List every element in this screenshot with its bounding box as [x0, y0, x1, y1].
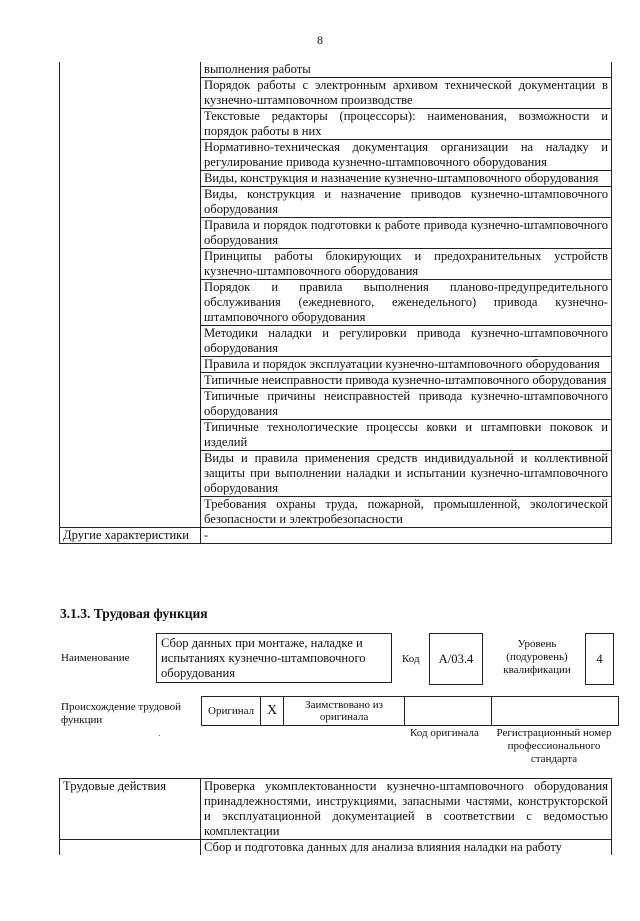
requirement-row	[60, 78, 612, 109]
function-code-value: А/03.4	[429, 633, 483, 685]
requirement-text: Правила и порядок подготовки к работе привода кузнечно-штамповочного оборудования	[201, 218, 612, 249]
function-origin-label: Происхождение трудовой функции	[61, 701, 182, 726]
labor-action-row	[60, 840, 612, 856]
requirement-text: Виды, конструкция и назначение приводов кузнечно-штамповочного оборудования	[201, 187, 612, 218]
requirement-row	[60, 326, 612, 357]
qualification-level-label: Уровень (подуровень) квалификации	[503, 638, 571, 676]
requirement-text: Порядок и правила выполнения планово-предупредительного обслуживания (ежедневного, еженедельного) привода кузнечно-штамповочного оборудования	[201, 280, 612, 326]
requirement-row	[60, 109, 612, 140]
requirement-row	[60, 171, 612, 187]
knowledge-requirements-table	[59, 62, 612, 544]
original-mark: X	[261, 697, 284, 726]
requirement-row	[60, 497, 612, 528]
requirement-text: Требования охраны труда, пожарной, промышленной, экологической безопасности и электробезопасности	[201, 497, 612, 528]
code-original-cell	[405, 697, 492, 726]
other-characteristics-label: Другие характеристики	[60, 528, 201, 544]
requirement-text: Принципы работы блокирующих и предохранительных устройств кузнечно-штамповочного оборудования	[201, 249, 612, 280]
reg-number-cell	[492, 697, 619, 726]
requirement-text: Порядок работы с электронным архивом технической документации в кузнечно-штамповочном производстве	[201, 78, 612, 109]
requirement-row	[60, 140, 612, 171]
requirement-text: Типичные неисправности привода кузнечно-штамповочного оборудования	[201, 373, 612, 389]
requirement-text: Виды и правила применения средств индивидуальной и коллективной защиты при выполнении наладки и испытании кузнечно-штамповочного оборудования	[201, 451, 612, 497]
requirement-row	[60, 389, 612, 420]
borrowed-label: Заимствовано из оригинала	[284, 697, 405, 726]
labor-actions-label: Трудовые действия	[60, 779, 201, 840]
requirement-row	[60, 420, 612, 451]
labor-actions-table	[59, 778, 612, 855]
other-characteristics-value: -	[201, 528, 612, 544]
requirement-text: Нормативно-техническая документация организации на наладку и регулирование привода кузнечно-штамповочного оборудования	[201, 140, 612, 171]
original-label: Оригинал	[202, 697, 261, 726]
reg-number-label: Регистрационный номер профессионального стандарта	[496, 727, 612, 765]
requirement-text: Виды, конструкция и назначение кузнечно-штамповочного оборудования	[201, 171, 612, 187]
requirement-text: Типичные причины неисправностей привода кузнечно-штамповочного оборудования	[201, 389, 612, 420]
function-origin-table	[201, 696, 619, 726]
code-original-label: Код оригинала	[410, 727, 479, 739]
other-characteristics-row	[60, 528, 612, 544]
labor-action-row	[60, 779, 612, 840]
requirement-row	[60, 218, 612, 249]
requirement-row	[60, 280, 612, 326]
function-name-value: Сбор данных при монтаже, наладке и испытаниях кузнечно-штамповочного оборудования	[156, 633, 392, 683]
requirement-text: Типичные технологические процессы ковки и штамповки поковок и изделий	[201, 420, 612, 451]
section-heading: 3.1.3. Трудовая функция	[60, 606, 208, 621]
requirement-row	[60, 451, 612, 497]
function-code-label: Код	[402, 653, 420, 665]
labor-action-text: Проверка укомплектованности кузнечно-штамповочного оборудования принадлежностями, инструкциями, запасными частями, конструкторской и эксплуатационной документацией в соответствии с ведомостью комплектации	[201, 779, 612, 840]
requirement-row	[60, 357, 612, 373]
labor-action-text: Сбор и подготовка данных для анализа влияния наладки на работу	[201, 840, 612, 856]
requirement-row	[60, 187, 612, 218]
function-name-label: Наименование	[61, 652, 130, 664]
requirement-text: Правила и порядок эксплуатации кузнечно-штамповочного оборудования	[201, 357, 612, 373]
requirement-text: выполнения работы	[201, 62, 612, 78]
requirement-text: Методики наладки и регулировки привода кузнечно-штамповочного оборудования	[201, 326, 612, 357]
requirement-text: Текстовые редакторы (процессоры): наименования, возможности и порядок работы в них	[201, 109, 612, 140]
requirement-row	[60, 62, 612, 78]
qualification-level-value: 4	[585, 633, 614, 685]
stray-mark: .	[158, 728, 161, 739]
page-number: 8	[317, 33, 323, 47]
requirement-row	[60, 373, 612, 389]
requirement-row	[60, 249, 612, 280]
